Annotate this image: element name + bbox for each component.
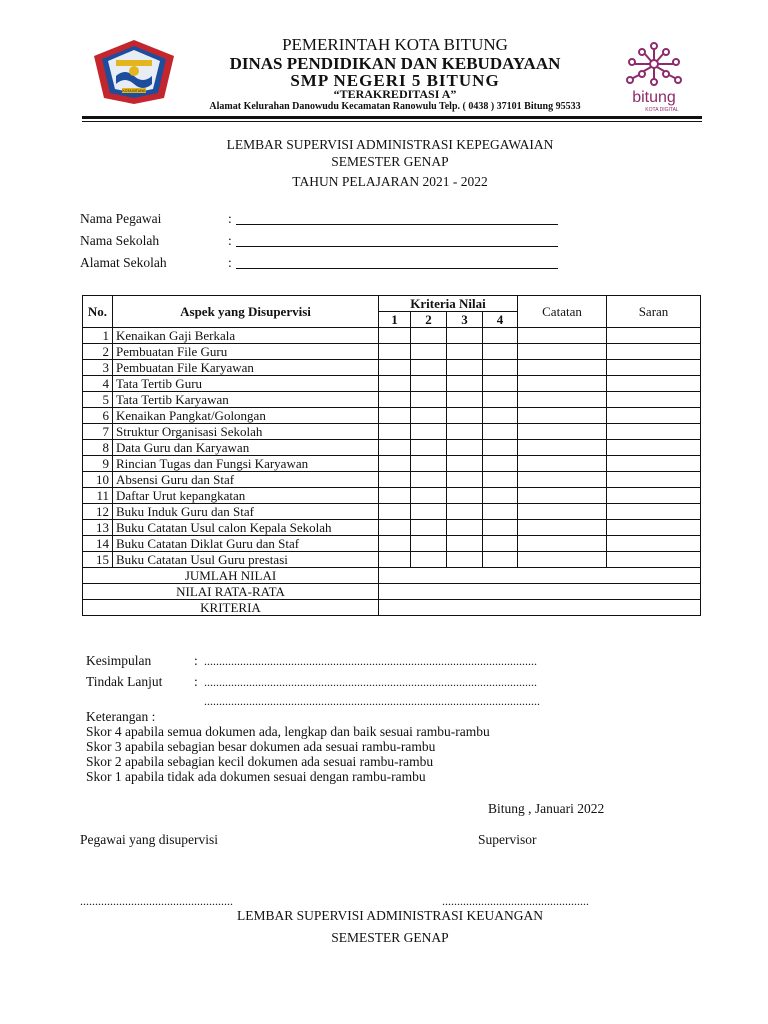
form-colon: : — [228, 211, 232, 226]
table-row — [83, 536, 701, 552]
form-colon: : — [228, 255, 232, 270]
saran-cell[interactable] — [607, 408, 701, 424]
score-cell[interactable] — [411, 472, 447, 488]
row-number: 15 — [83, 552, 113, 568]
row-aspek: Tata Tertib Karyawan — [113, 392, 379, 408]
footer-value-cell[interactable] — [379, 600, 701, 616]
score-cell[interactable] — [447, 392, 483, 408]
form-row-nama-sekolah — [80, 233, 560, 251]
row-number: 8 — [83, 440, 113, 456]
document-title: LEMBAR SUPERVISI ADMINISTRASI KEPEGAWAIAN — [226, 137, 554, 152]
document-semester: SEMESTER GENAP — [331, 154, 449, 169]
tindak-lanjut-label: Tindak Lanjut — [86, 674, 163, 689]
table-header-row — [83, 296, 701, 312]
score-cell[interactable] — [447, 360, 483, 376]
kesimpulan-dots[interactable]: ............................................................................................................... — [204, 654, 537, 668]
header-score-3: 3 — [447, 312, 483, 328]
signer-right-line[interactable]: ................................................. — [442, 894, 589, 908]
notes-item: Skor 2 apabila sebagian kecil dokumen ada sesuai rambu-rambu — [86, 754, 434, 769]
supervision-table — [82, 295, 701, 616]
letterhead-rule-thin — [82, 121, 702, 122]
score-cell[interactable] — [411, 488, 447, 504]
catatan-cell[interactable] — [518, 520, 607, 536]
row-aspek: Kenaikan Pangkat/Golongan — [113, 408, 379, 424]
saran-cell[interactable] — [607, 488, 701, 504]
table-row — [83, 328, 701, 344]
next-title: LEMBAR SUPERVISI ADMINISTRASI KEUANGAN — [236, 908, 544, 923]
table-row — [83, 472, 701, 488]
catatan-cell[interactable] — [518, 440, 607, 456]
row-aspek: Pembuatan File Karyawan — [113, 360, 379, 376]
saran-cell[interactable] — [607, 360, 701, 376]
score-cell[interactable] — [483, 536, 518, 552]
score-cell[interactable] — [447, 472, 483, 488]
score-cell[interactable] — [447, 536, 483, 552]
catatan-cell[interactable] — [518, 552, 607, 568]
score-cell[interactable] — [483, 360, 518, 376]
catatan-cell[interactable] — [518, 472, 607, 488]
row-aspek: Daftar Urut kepangkatan — [113, 488, 379, 504]
score-cell[interactable] — [447, 456, 483, 472]
row-aspek: Buku Induk Guru dan Staf — [113, 504, 379, 520]
next-semester: SEMESTER GENAP — [331, 930, 449, 945]
header-catatan: Catatan — [518, 296, 607, 328]
row-number: 13 — [83, 520, 113, 536]
score-cell[interactable] — [483, 424, 518, 440]
signer-left-line[interactable]: ................................................... — [80, 894, 233, 908]
logo-subtext: KOTA DIGITAL — [645, 107, 679, 113]
catatan-cell[interactable] — [518, 360, 607, 376]
form-row-nama-pegawai — [80, 211, 560, 229]
table-row — [83, 344, 701, 360]
notes-item: Skor 1 apabila tidak ada dokumen sesuai dengan rambu-rambu — [86, 769, 426, 784]
row-number: 9 — [83, 456, 113, 472]
row-number: 2 — [83, 344, 113, 360]
score-cell[interactable] — [483, 456, 518, 472]
score-cell[interactable] — [411, 408, 447, 424]
notes-item: Skor 3 apabila sebagian besar dokumen ada sesuai rambu-rambu — [86, 739, 436, 754]
score-cell[interactable] — [483, 408, 518, 424]
catatan-cell[interactable] — [518, 392, 607, 408]
row-number: 3 — [83, 360, 113, 376]
header-kriteria: Kriteria Nilai — [379, 296, 518, 312]
footer-nilai-rata: NILAI RATA-RATA — [83, 584, 379, 600]
tindak-lanjut-dots[interactable]: ............................................................................................................... — [204, 675, 537, 689]
header-address: Alamat Kelurahan Danowudu Kecamatan Ranowulu Telp. ( 0438 ) 37101 Bitung 95533 — [209, 101, 581, 112]
table-body — [83, 328, 701, 568]
score-cell[interactable] — [483, 472, 518, 488]
score-cell[interactable] — [411, 376, 447, 392]
saran-cell[interactable] — [607, 504, 701, 520]
score-cell[interactable] — [411, 440, 447, 456]
score-cell[interactable] — [447, 408, 483, 424]
score-cell[interactable] — [411, 424, 447, 440]
table-row — [83, 408, 701, 424]
table-row — [83, 360, 701, 376]
header-no: No. — [83, 296, 113, 328]
table-row — [83, 376, 701, 392]
footer-kriteria: KRITERIA — [83, 600, 379, 616]
score-cell[interactable] — [483, 392, 518, 408]
score-cell[interactable] — [379, 520, 411, 536]
score-cell[interactable] — [483, 552, 518, 568]
header-department: DINAS PENDIDIKAN DAN KEBUDAYAAN — [229, 54, 561, 73]
score-cell[interactable] — [411, 392, 447, 408]
score-cell[interactable] — [447, 424, 483, 440]
saran-cell[interactable] — [607, 440, 701, 456]
score-cell[interactable] — [379, 360, 411, 376]
score-cell[interactable] — [447, 520, 483, 536]
score-cell[interactable] — [411, 344, 447, 360]
row-number: 7 — [83, 424, 113, 440]
document-year: TAHUN PELAJARAN 2021 - 2022 — [292, 174, 488, 189]
row-number: 14 — [83, 536, 113, 552]
header-government: PEMERINTAH KOTA BITUNG — [282, 35, 508, 54]
catatan-cell[interactable] — [518, 424, 607, 440]
table-row — [83, 504, 701, 520]
saran-cell[interactable] — [607, 328, 701, 344]
saran-cell[interactable] — [607, 520, 701, 536]
score-cell[interactable] — [411, 456, 447, 472]
score-cell[interactable] — [411, 536, 447, 552]
score-cell[interactable] — [483, 488, 518, 504]
catatan-cell[interactable] — [518, 408, 607, 424]
row-aspek: Absensi Guru dan Staf — [113, 472, 379, 488]
signer-left-role: Pegawai yang disupervisi — [80, 832, 218, 847]
score-cell[interactable] — [483, 440, 518, 456]
score-cell[interactable] — [379, 536, 411, 552]
table-row — [83, 424, 701, 440]
header-school: SMP NEGERI 5 BITUNG — [290, 71, 500, 90]
form-row-alamat-sekolah — [80, 255, 560, 273]
catatan-cell[interactable] — [518, 328, 607, 344]
score-cell[interactable] — [379, 392, 411, 408]
saran-cell[interactable] — [607, 536, 701, 552]
score-cell[interactable] — [483, 520, 518, 536]
form-fill-line[interactable] — [236, 224, 558, 225]
table-footer-row — [83, 600, 701, 616]
form-fill-line[interactable] — [236, 268, 558, 269]
table-footer-row — [83, 584, 701, 600]
row-aspek: Buku Catatan Usul Guru prestasi — [113, 552, 379, 568]
row-number: 11 — [83, 488, 113, 504]
saran-cell[interactable] — [607, 392, 701, 408]
kesimpulan-colon: : — [194, 653, 198, 668]
table-row — [83, 520, 701, 536]
catatan-cell[interactable] — [518, 376, 607, 392]
catatan-cell[interactable] — [518, 344, 607, 360]
score-cell[interactable] — [379, 344, 411, 360]
saran-cell[interactable] — [607, 456, 701, 472]
saran-cell[interactable] — [607, 552, 701, 568]
footer-value-cell[interactable] — [379, 584, 701, 600]
score-cell[interactable] — [447, 504, 483, 520]
form-fill-line[interactable] — [236, 246, 558, 247]
header-score-4: 4 — [483, 312, 518, 328]
row-aspek: Struktur Organisasi Sekolah — [113, 424, 379, 440]
row-number: 4 — [83, 376, 113, 392]
row-aspek: Buku Catatan Usul calon Kepala Sekolah — [113, 520, 379, 536]
row-number: 1 — [83, 328, 113, 344]
score-cell[interactable] — [447, 344, 483, 360]
score-cell[interactable] — [379, 408, 411, 424]
score-cell[interactable] — [483, 328, 518, 344]
tindak-lanjut-dots-2[interactable]: ................................................................................................................ — [204, 694, 540, 708]
score-cell[interactable] — [411, 328, 447, 344]
score-cell[interactable] — [411, 552, 447, 568]
score-cell[interactable] — [379, 488, 411, 504]
score-cell[interactable] — [379, 504, 411, 520]
score-cell[interactable] — [379, 552, 411, 568]
score-cell[interactable] — [379, 472, 411, 488]
row-number: 5 — [83, 392, 113, 408]
score-cell[interactable] — [379, 424, 411, 440]
table-footer-row — [83, 568, 701, 584]
score-cell[interactable] — [447, 488, 483, 504]
catatan-cell[interactable] — [518, 456, 607, 472]
score-cell[interactable] — [379, 376, 411, 392]
row-number: 12 — [83, 504, 113, 520]
score-cell[interactable] — [411, 360, 447, 376]
row-number: 10 — [83, 472, 113, 488]
score-cell[interactable] — [379, 328, 411, 344]
saran-cell[interactable] — [607, 344, 701, 360]
row-aspek: Rincian Tugas dan Fungsi Karyawan — [113, 456, 379, 472]
kesimpulan-label: Kesimpulan — [86, 653, 152, 668]
header-score-1: 1 — [379, 312, 411, 328]
row-aspek: Buku Catatan Diklat Guru dan Staf — [113, 536, 379, 552]
saran-cell[interactable] — [607, 472, 701, 488]
saran-cell[interactable] — [607, 376, 701, 392]
catatan-cell[interactable] — [518, 536, 607, 552]
saran-cell[interactable] — [607, 424, 701, 440]
score-cell[interactable] — [411, 504, 447, 520]
header-aspek: Aspek yang Disupervisi — [113, 296, 379, 328]
kota-bitung-emblem — [92, 38, 176, 106]
row-aspek: Tata Tertib Guru — [113, 376, 379, 392]
emblem-caption: KOTA BITUNG — [122, 89, 146, 93]
form-label: Alamat Sekolah — [80, 255, 167, 270]
form-label: Nama Sekolah — [80, 233, 160, 248]
row-aspek: Pembuatan File Guru — [113, 344, 379, 360]
logo-word: bitung — [632, 89, 676, 106]
footer-jumlah-nilai: JUMLAH NILAI — [83, 568, 379, 584]
row-aspek: Kenaikan Gaji Berkala — [113, 328, 379, 344]
table-row — [83, 456, 701, 472]
signer-right-role: Supervisor — [478, 832, 537, 847]
form-label: Nama Pegawai — [80, 211, 162, 226]
score-cell[interactable] — [447, 552, 483, 568]
row-number: 6 — [83, 408, 113, 424]
notes-item: Skor 4 apabila semua dokumen ada, lengkap dan baik sesuai rambu-rambu — [86, 724, 490, 739]
score-cell[interactable] — [483, 344, 518, 360]
score-cell[interactable] — [483, 504, 518, 520]
score-cell[interactable] — [447, 328, 483, 344]
table-row — [83, 392, 701, 408]
row-aspek: Data Guru dan Karyawan — [113, 440, 379, 456]
footer-value-cell[interactable] — [379, 568, 701, 584]
score-cell[interactable] — [447, 376, 483, 392]
score-cell[interactable] — [379, 456, 411, 472]
table-row — [83, 552, 701, 568]
catatan-cell[interactable] — [518, 504, 607, 520]
score-cell[interactable] — [483, 376, 518, 392]
tindak-lanjut-colon: : — [194, 674, 198, 689]
form-colon: : — [228, 233, 232, 248]
score-cell[interactable] — [447, 440, 483, 456]
score-cell[interactable] — [379, 440, 411, 456]
bitung-digital-logo — [614, 38, 694, 114]
header-accreditation: “TERAKREDITASI A” — [333, 87, 457, 101]
header-score-2: 2 — [411, 312, 447, 328]
table-row — [83, 440, 701, 456]
place-date: Bitung , Januari 2022 — [488, 801, 605, 816]
table-row — [83, 488, 701, 504]
header-saran: Saran — [607, 296, 701, 328]
catatan-cell[interactable] — [518, 488, 607, 504]
notes-heading: Keterangan : — [86, 709, 156, 724]
score-cell[interactable] — [411, 520, 447, 536]
letterhead-rule-thick — [82, 116, 702, 119]
